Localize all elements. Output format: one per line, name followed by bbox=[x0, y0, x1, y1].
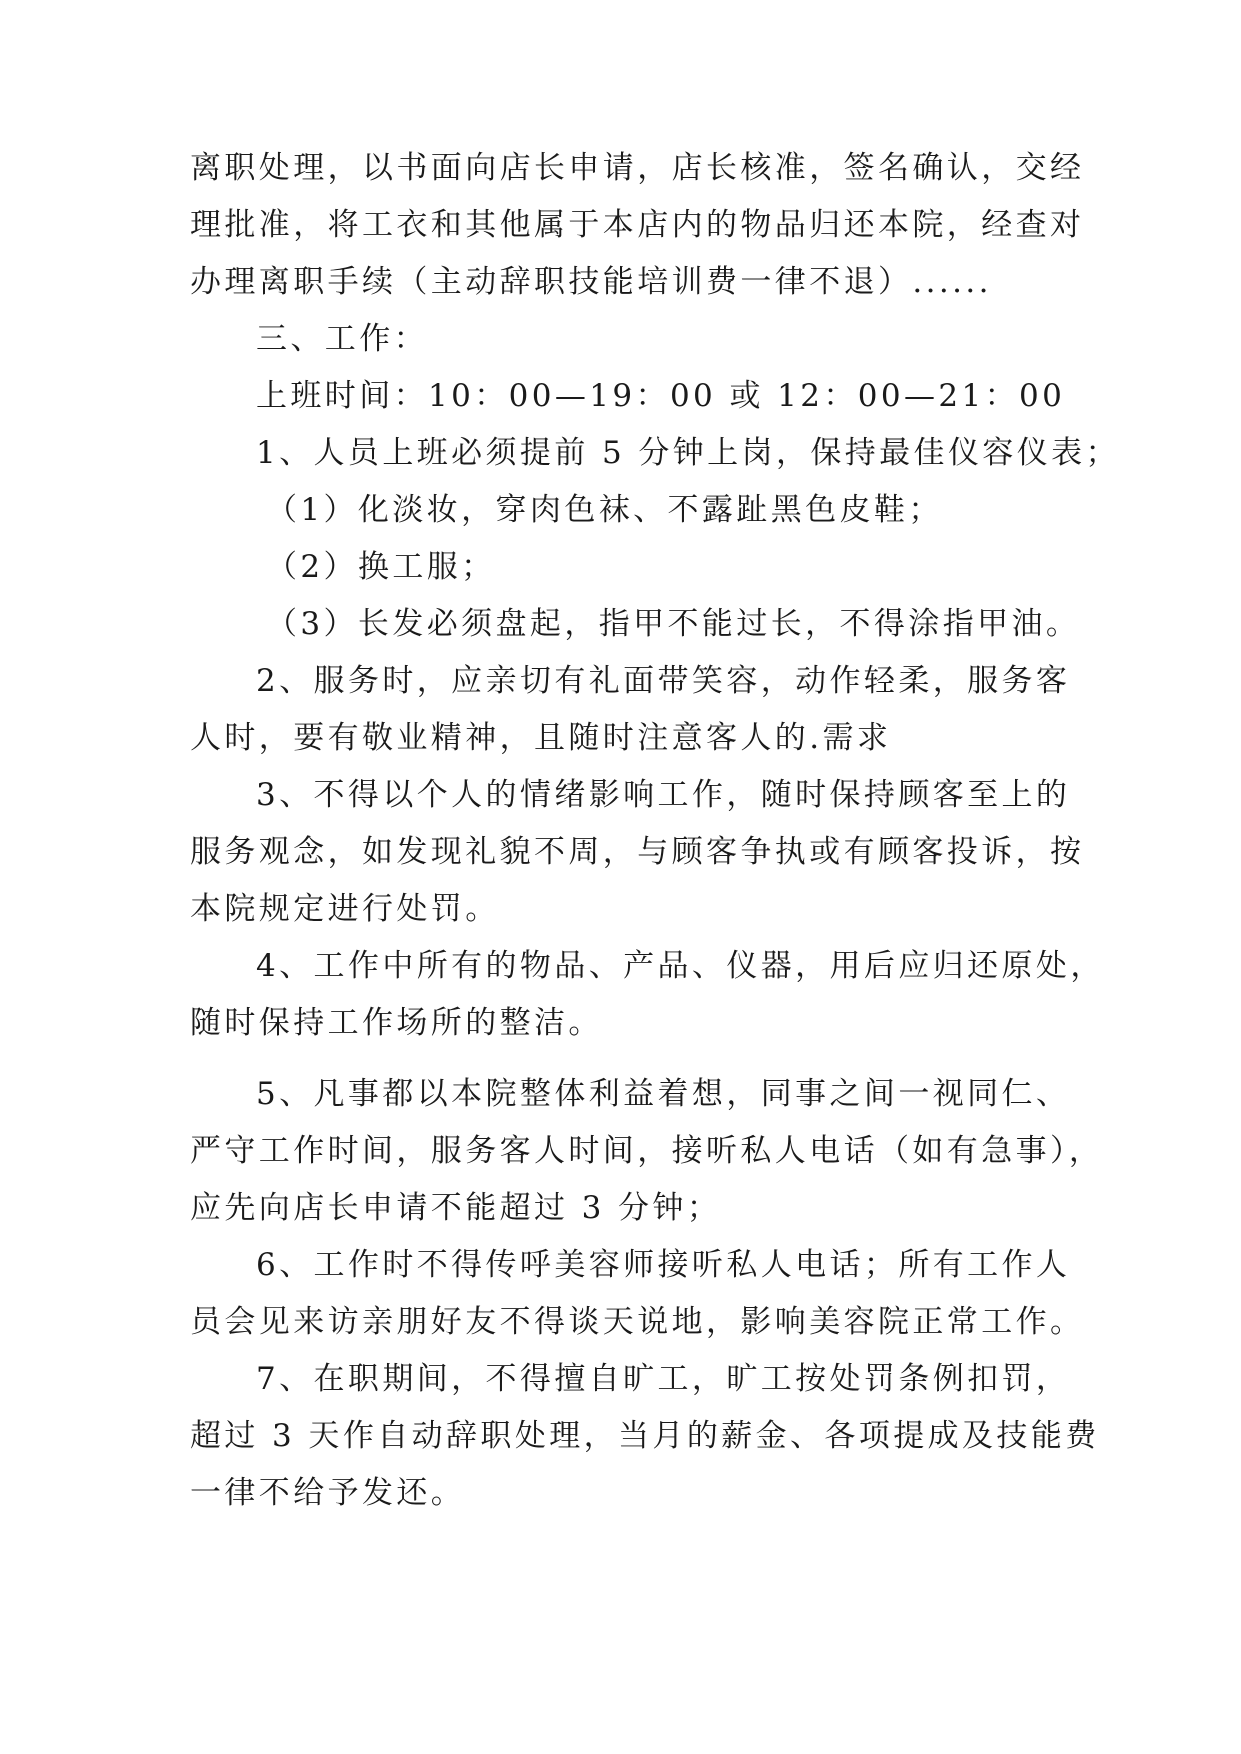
text-line: （1）化淡妆，穿肉色袜、不露趾黑色皮鞋； bbox=[266, 492, 943, 528]
text-line: （2）换工服； bbox=[266, 549, 496, 585]
text-line: 一律不给予发还。 bbox=[190, 1475, 466, 1511]
text-line: 离职处理，以书面向店长申请，店长核准，签名确认，交经 bbox=[190, 150, 1085, 186]
text-line: 办理离职手续（主动辞职技能培训费一律不退）...... bbox=[190, 264, 992, 300]
text-line: 随时保持工作场所的整洁。 bbox=[190, 1005, 603, 1041]
text-line: 2、服务时，应亲切有礼面带笑容，动作轻柔，服务客 bbox=[256, 663, 1071, 699]
text-line: 超过 3 天作自动辞职处理，当月的薪金、各项提成及技能费 bbox=[190, 1418, 1100, 1454]
text-line: 严守工作时间，服务客人时间，接听私人电话（如有急事）， bbox=[190, 1133, 1104, 1169]
text-line: 服务观念，如发现礼貌不周，与顾客争执或有顾客投诉，按 bbox=[190, 834, 1085, 870]
text-line: 人时，要有敬业精神，且随时注意客人的.需求 bbox=[190, 720, 892, 756]
text-line: 5、凡事都以本院整体利益着想，同事之间一视同仁、 bbox=[256, 1076, 1071, 1112]
text-line: 上班时间：10：00—19：00 或 12：00—21：00 bbox=[256, 378, 1066, 414]
text-line: 6、工作时不得传呼美容师接听私人电话；所有工作人 bbox=[256, 1247, 1071, 1283]
text-line: 3、不得以个人的情绪影响工作，随时保持顾客至上的 bbox=[256, 777, 1071, 813]
text-line: （3）长发必须盘起，指甲不能过长，不得涂指甲油。 bbox=[266, 606, 1081, 642]
text-line: 应先向店长申请不能超过 3 分钟； bbox=[190, 1190, 722, 1226]
section-heading: 三、工作： bbox=[256, 321, 428, 357]
text-line: 员会见来访亲朋好友不得谈天说地，影响美容院正常工作。 bbox=[190, 1304, 1085, 1340]
text-line: 1、人员上班必须提前 5 分钟上岗，保持最佳仪容仪表； bbox=[256, 435, 1120, 471]
text-line: 理批准，将工衣和其他属于本店内的物品归还本院，经查对 bbox=[190, 207, 1085, 243]
text-line: 本院规定进行处罚。 bbox=[190, 891, 500, 927]
text-line: 4、工作中所有的物品、产品、仪器，用后应归还原处， bbox=[256, 948, 1105, 984]
text-line: 7、在职期间，不得擅自旷工，旷工按处罚条例扣罚， bbox=[256, 1361, 1071, 1397]
